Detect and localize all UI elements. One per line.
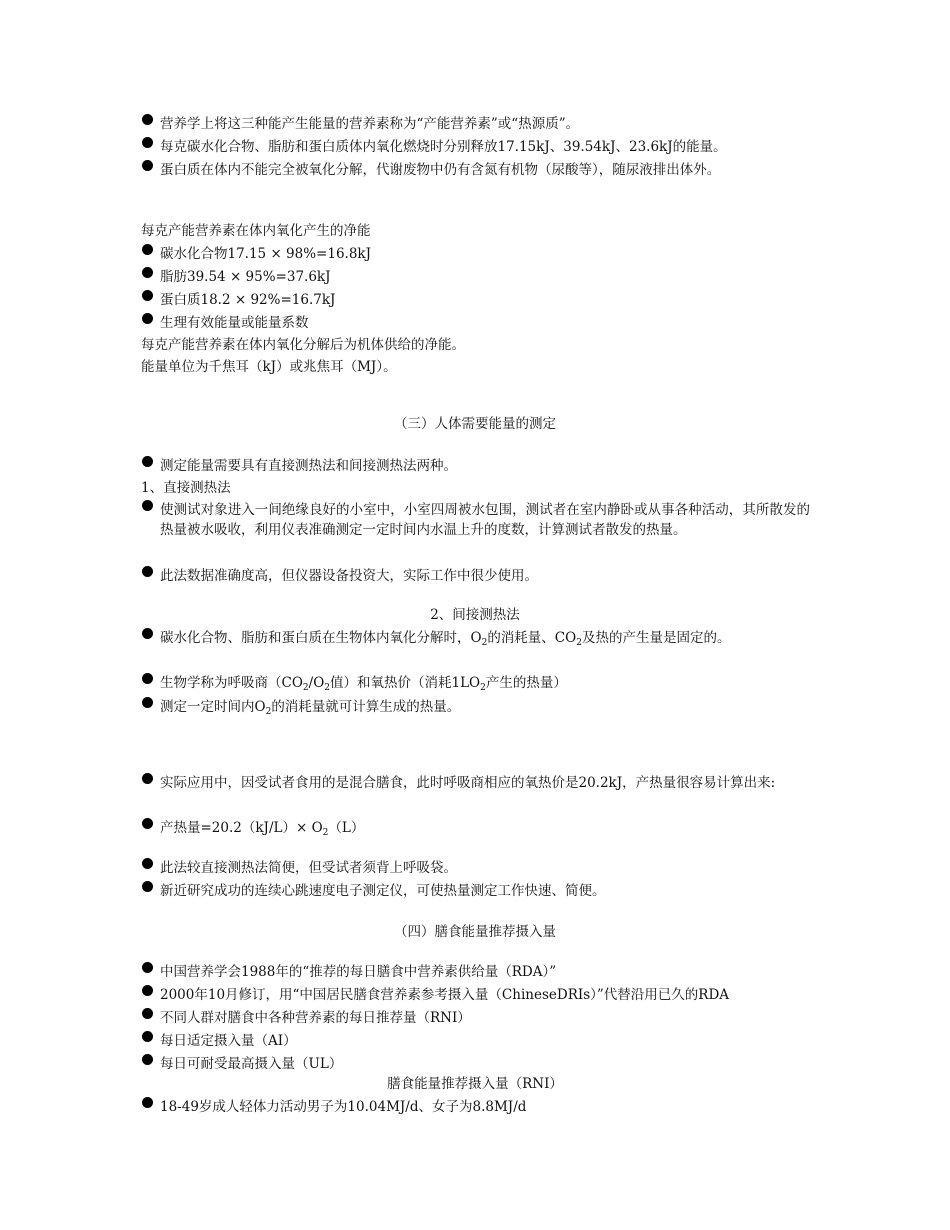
indirect-method-heading: 2、间接测热法: [430, 607, 520, 623]
bullet-icon: [142, 858, 153, 869]
section-3-title: （三）人体需要能量的测定: [394, 416, 556, 432]
direct-method-bullet-2: 此法数据准确度高，但仪器设备投资大，实际工作中很少使用。: [160, 568, 538, 584]
direct-method-heading: 1、直接测热法: [141, 480, 231, 496]
indirect-bullet-3: 测定一定时间内$O_2$的消耗量就可计算生成的热量。: [160, 699, 461, 717]
simpler-bullet: 此法较直接测热法简便，但受试者须背上呼吸袋。: [160, 860, 457, 876]
intro-bullet-2: 每克碳水化合物、脂肪和蛋白质体内氧化燃烧时分别释放17.15kJ、39.54kJ、23.6kJ的能量。: [160, 139, 727, 155]
indirect-bullet-1: 碳水化合物、脂肪和蛋白质在生物体内氧化分解时，$O_2$的消耗量、$CO_2$及热的产生量是固定的。: [160, 630, 731, 648]
practice-bullet: 实际应用中，因受试者食用的是混合膳食，此时呼吸商相应的氧热价是20.2kJ，产热量很容易计算出来:: [160, 775, 776, 791]
bullet-icon: [142, 313, 153, 324]
net-energy-carb: 碳水化合物17.15 × 98%=16.8kJ: [160, 246, 372, 262]
net-energy-coefficient: 生理有效能量或能量系数: [160, 315, 309, 331]
energy-unit-note: 能量单位为千焦耳（kJ）或兆焦耳（MJ）。: [141, 359, 397, 375]
direct-method-bullet-1: 使测试对象进入一间绝缘良好的小室中，小室四周被水包围，测试者在室内静卧或从事各种活动，其所散发的热量被水吸收，利用仪表准确测定一定时间内水温上升的度数，计算测试者散发的热量。: [160, 502, 810, 538]
section-4-title: （四）膳食能量推荐摄入量: [394, 924, 556, 940]
bullet-icon: [142, 160, 153, 171]
bullet-icon: [142, 456, 153, 467]
rda-bullet-2: 2000年10月修订，用“中国居民膳食营养素参考摄入量（ChineseDRIs）”代替沿用已久的RDA: [160, 987, 730, 1003]
net-energy-fat: 脂肪39.54 × 95%=37.6kJ: [160, 269, 331, 285]
rni-heading: 膳食能量推荐摄入量（RNI）: [387, 1076, 563, 1092]
bullet-icon: [142, 818, 153, 829]
ai-bullet: 每日适定摄入量（AI）: [160, 1033, 297, 1049]
bullet-icon: [142, 137, 153, 148]
bullet-icon: [142, 673, 153, 684]
bullet-icon: [142, 628, 153, 639]
bullet-icon: [142, 697, 153, 708]
bullet-icon: [142, 881, 153, 892]
intro-bullet-1: 营养学上将这三种能产生能量的营养素称为“产能营养素”或“热源质”。: [160, 116, 580, 132]
bullet-icon: [142, 773, 153, 784]
formula-bullet: 产热量$=20.2(kJ/L)\times O_2(L)$: [160, 820, 365, 838]
net-energy-heading: 每克产能营养素在体内氧化产生的净能: [141, 223, 371, 239]
bullet-icon: [142, 962, 153, 973]
newer-bullet: 新近研究成功的连续心跳速度电子测定仪，可使热量测定工作快速、简便。: [160, 883, 606, 899]
bullet-icon: [142, 566, 153, 577]
indirect-bullet-2: 生物学称为呼吸商（$CO_2/O_2$值）和氧热价（消耗$1LO_2$产生的热量）: [160, 675, 567, 693]
intro-bullet-3: 蛋白质在体内不能完全被氧化分解，代谢废物中仍有含氮有机物（尿酸等），随尿液排出体外。: [160, 162, 721, 178]
bullet-icon: [142, 290, 153, 301]
bullet-icon: [142, 1008, 153, 1019]
bullet-icon: [142, 244, 153, 255]
rni-adult-bullet: 18-49岁成人轻体力活动男子为10.04MJ/d、女子为8.8MJ/d: [160, 1099, 527, 1115]
rda-bullet-1: 中国营养学会1988年的“推荐的每日膳食中营养素供给量（RDA）”: [160, 964, 557, 980]
net-energy-note: 每克产能营养素在体内氧化分解后为机体供给的净能。: [141, 337, 465, 353]
rni-bullet: 不同人群对膳食中各种营养素的每日推荐量（RNI）: [160, 1010, 471, 1026]
bullet-icon: [142, 1054, 153, 1065]
methods-bullet: 测定能量需要具有直接测热法和间接测热法两种。: [160, 458, 457, 474]
bullet-icon: [142, 267, 153, 278]
ul-bullet: 每日可耐受最高摄入量（UL）: [160, 1056, 343, 1072]
net-energy-protein: 蛋白质18.2 × 92%=16.7kJ: [160, 292, 336, 308]
bullet-icon: [142, 1031, 153, 1042]
bullet-icon: [142, 114, 153, 125]
bullet-icon: [142, 500, 153, 511]
bullet-icon: [142, 985, 153, 996]
bullet-icon: [142, 1097, 153, 1108]
